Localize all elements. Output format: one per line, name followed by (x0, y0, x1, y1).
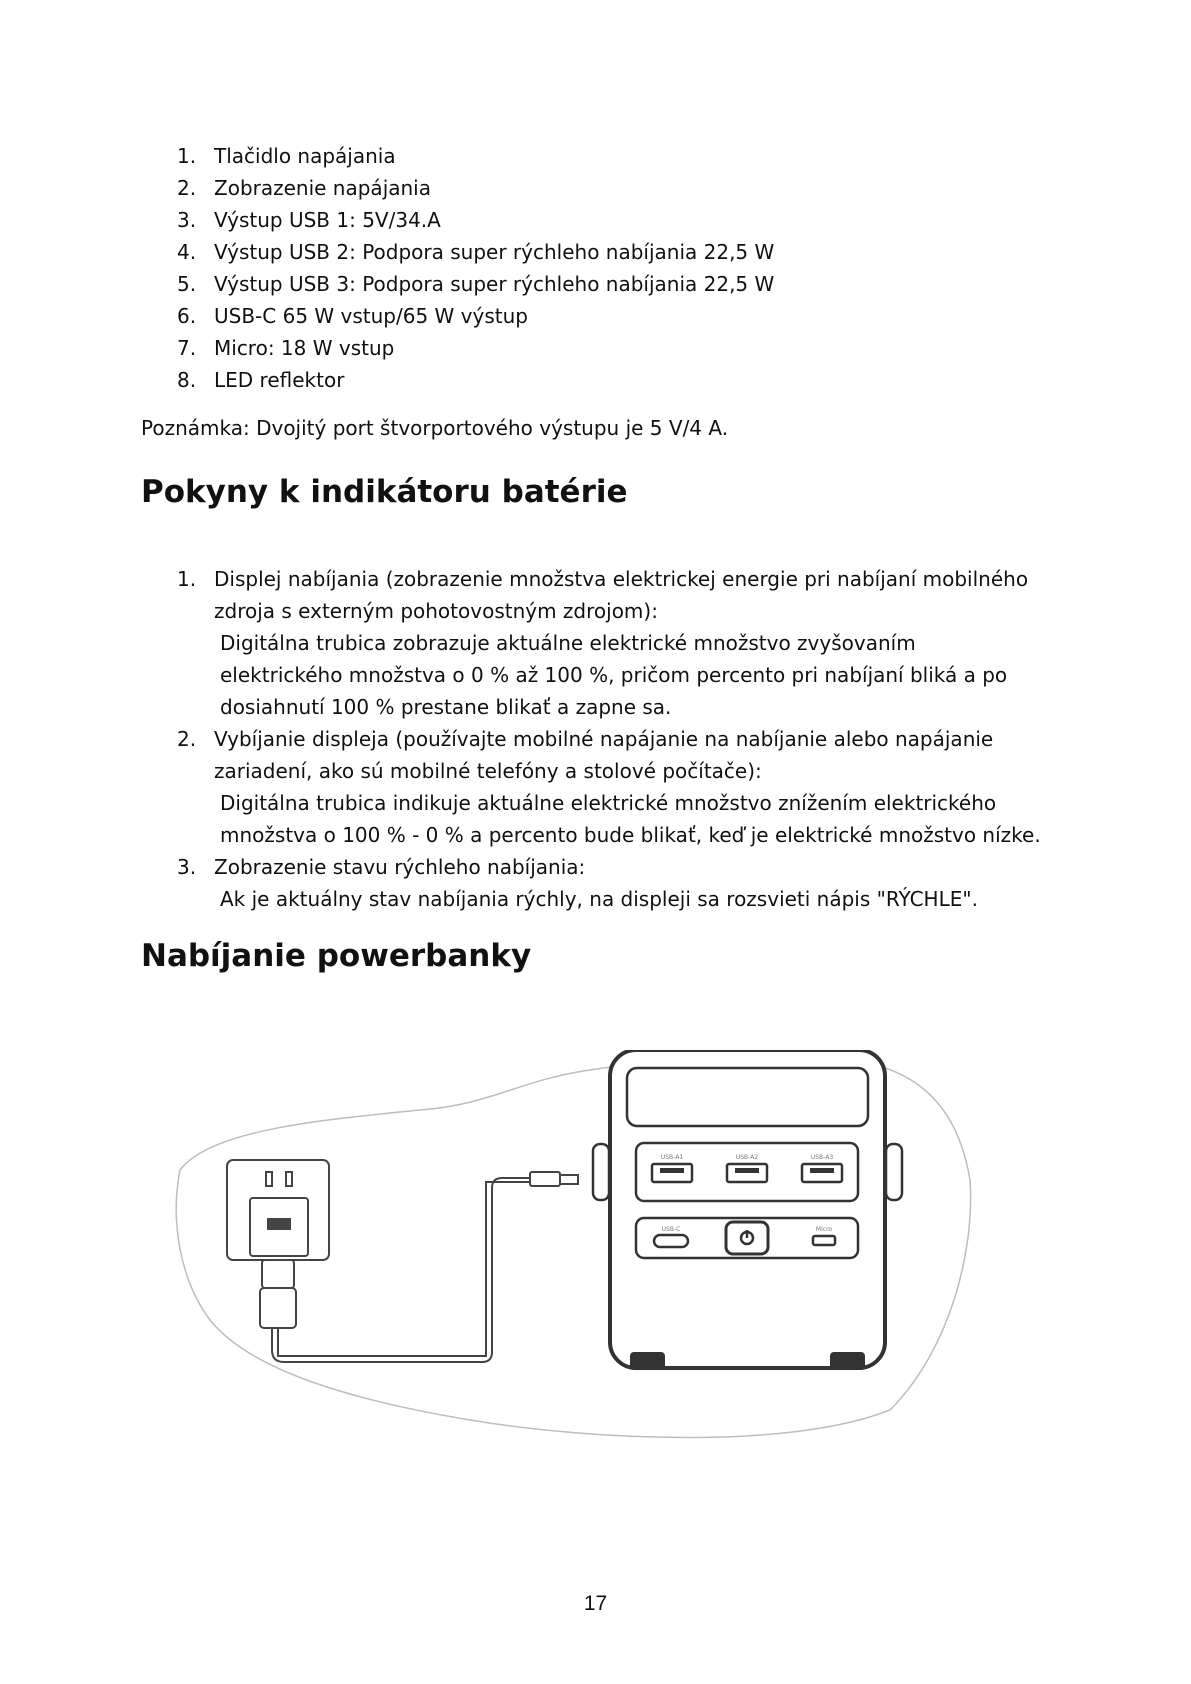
list-item (141, 563, 1041, 723)
item-number: 1. (177, 567, 197, 591)
usb-a-port (727, 1164, 767, 1182)
note-text: Poznámka: Dvojitý port štvorportového výstupu je 5 V/4 A. (141, 416, 729, 440)
charging-illustration (170, 1050, 1030, 1450)
usb-port-icon (267, 1218, 291, 1230)
item-number: 8. (177, 368, 197, 392)
left-foot (630, 1352, 665, 1370)
item-number: 1. (177, 144, 197, 168)
item-number: 2. (177, 176, 197, 200)
item-number: 5. (177, 272, 197, 296)
power-bank (593, 1050, 902, 1370)
wall-adapter (227, 1160, 329, 1260)
port-label: USB-A1 (660, 1154, 684, 1161)
usb-a-port (802, 1164, 842, 1182)
right-foot (830, 1352, 865, 1370)
step-text: Displej nabíjania (zobrazenie množstva elektrickej energie pri nabíjaní mobilného zdroja s externým pohotovostným zdrojom): (214, 567, 1029, 623)
list-item (141, 140, 1041, 172)
port-label: USB-C (661, 1226, 681, 1233)
step-text: Vybíjanie displeja (používajte mobilné napájanie na nabíjanie alebo napájanie zariadení, ako sú mobilné telefóny a stolové počítače): (214, 727, 994, 783)
right-handle (886, 1144, 902, 1200)
step-detail: Digitálna trubica indikuje aktuálne elektrické množstvo znížením elektrického množstva o 100 % - 0 % a percento bude blikať, keď je elektrické množstvo nízke. (220, 791, 1041, 847)
item-number: 3. (177, 855, 197, 879)
item-number: 2. (177, 727, 197, 751)
item-text: Výstup USB 3: Podpora super rýchleho nabíjania 22,5 W (214, 272, 775, 296)
item-number: 7. (177, 336, 197, 360)
item-text: Micro: 18 W vstup (214, 336, 395, 360)
list-item (141, 332, 1041, 364)
list-item (141, 723, 1041, 851)
item-text: LED reflektor (214, 368, 345, 392)
usb-c-port (654, 1235, 688, 1247)
list-item (141, 204, 1041, 236)
led-reflector (627, 1068, 868, 1126)
item-number: 3. (177, 208, 197, 232)
list-item (141, 851, 1041, 915)
list-item (141, 300, 1041, 332)
port-label: USB-A3 (810, 1154, 834, 1161)
list-item (141, 236, 1041, 268)
item-text: Výstup USB 2: Podpora super rýchleho nabíjania 22,5 W (214, 240, 775, 264)
list-item (141, 268, 1041, 300)
parts-list (141, 140, 1041, 396)
step-detail: Ak je aktuálny stav nabíjania rýchly, na displeji sa rozsvieti nápis "RÝCHLE". (220, 887, 978, 911)
charging-heading: Nabíjanie powerbanky (141, 938, 532, 974)
list-item (141, 364, 1041, 396)
page-number: 17 (583, 1592, 608, 1615)
item-text: Výstup USB 1: 5V/34.A (214, 208, 441, 232)
list-item (141, 172, 1041, 204)
micro-usb-port (813, 1236, 835, 1245)
item-number: 6. (177, 304, 197, 328)
item-text: Tlačidlo napájania (214, 144, 396, 168)
step-detail: Digitálna trubica zobrazuje aktuálne elektrické množstvo zvyšovaním elektrického množstva o 0 % až 100 %, pričom percento pri nabíjaní bliká a po dosiahnutí 100 % prestane blikať a zapne sa. (220, 631, 1008, 719)
item-text: USB-C 65 W vstup/65 W výstup (214, 304, 528, 328)
step-text: Zobrazenie stavu rýchleho nabíjania: (214, 855, 586, 879)
battery-indicator-heading: Pokyny k indikátoru batérie (141, 474, 628, 510)
port-label: Micro (815, 1226, 833, 1233)
usb-a-port (652, 1164, 692, 1182)
item-text: Zobrazenie napájania (214, 176, 431, 200)
battery-steps-list (141, 563, 1041, 915)
port-label: USB-A2 (735, 1154, 759, 1161)
left-handle (593, 1144, 609, 1200)
item-number: 4. (177, 240, 197, 264)
